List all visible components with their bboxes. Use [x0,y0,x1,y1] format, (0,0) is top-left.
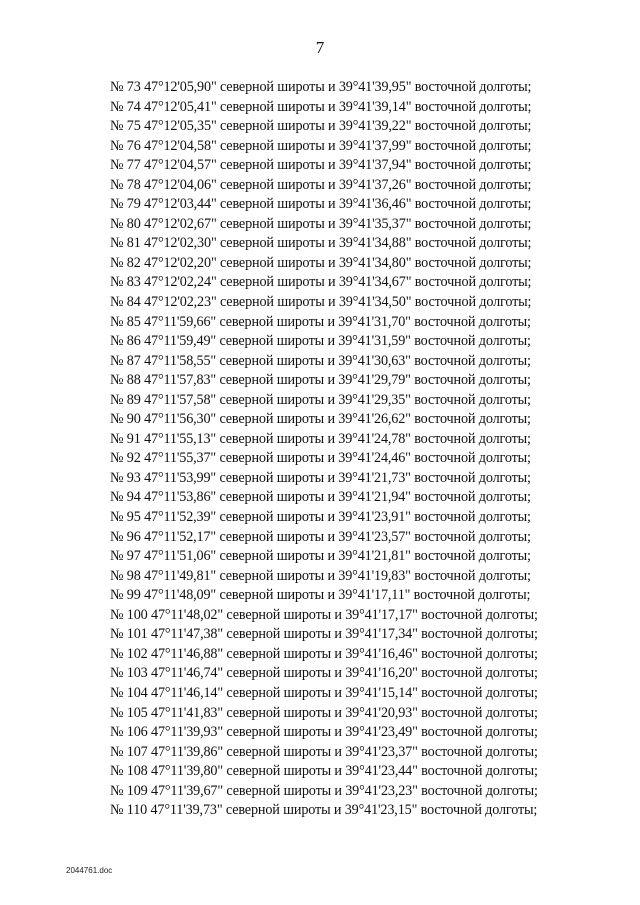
coordinate-line: № 76 47°12'04,58" северной широты и 39°41'37,99" восточной долготы; [110,137,532,154]
coordinate-line: № 82 47°12'02,20" северной широты и 39°41'34,80" восточной долготы; [110,254,532,271]
coordinate-line: № 89 47°11'57,58" северной широты и 39°41'29,35" восточной долготы; [110,391,531,408]
coordinate-line: № 105 47°11'41,83" северной широты и 39°41'20,93" восточной долготы; [110,704,538,721]
coordinate-line: № 90 47°11'56,30" северной широты и 39°41'26,62" восточной долготы; [110,411,531,428]
coordinate-line: № 98 47°11'49,81" северной широты и 39°41'19,83" восточной долготы; [110,567,531,584]
coordinate-line: № 101 47°11'47,38" северной широты и 39°41'17,34" восточной долготы; [110,626,538,643]
footer-file-name: 2044761.doc [66,866,113,875]
coordinate-line: № 91 47°11'55,13" северной широты и 39°41'24,78" восточной долготы; [110,430,531,447]
coordinate-line: № 92 47°11'55,37" северной широты и 39°41'24,46" восточной долготы; [110,450,531,467]
page-number: 7 [315,38,325,57]
coordinate-line: № 73 47°12'05,90" северной широты и 39°41'39,95" восточной долготы; [110,79,532,95]
coordinate-line: № 103 47°11'46,74" северной широты и 39°41'16,20" восточной долготы; [110,665,538,682]
coordinate-line: № 106 47°11'39,93" северной широты и 39°41'23,49" восточной долготы; [110,724,538,741]
coordinate-line: № 78 47°12'04,06" северной широты и 39°41'37,26" восточной долготы; [110,176,532,193]
coordinate-line: № 75 47°12'05,35" северной широты и 39°41'39,22" восточной долготы; [110,118,532,135]
coordinate-line: № 102 47°11'46,88" северной широты и 39°41'16,46" восточной долготы; [110,645,538,662]
coordinate-line: № 80 47°12'02,67" северной широты и 39°41'35,37" восточной долготы; [110,215,532,232]
coordinate-line: № 79 47°12'03,44" северной широты и 39°41'36,46" восточной долготы; [110,196,532,213]
coordinate-line: № 86 47°11'59,49" северной широты и 39°41'31,59" восточной долготы; [110,333,531,350]
coordinate-line: № 93 47°11'53,99" северной широты и 39°41'21,73" восточной долготы; [110,469,531,486]
coordinate-line: № 88 47°11'57,83" северной широты и 39°41'29,79" восточной долготы; [110,372,531,389]
coordinate-line: № 77 47°12'04,57" северной широты и 39°41'37,94" восточной долготы; [110,157,532,174]
coordinate-line: № 109 47°11'39,67" северной широты и 39°41'23,23" восточной долготы; [110,782,538,799]
coordinate-line: № 104 47°11'46,14" северной широты и 39°41'15,14" восточной долготы; [110,684,538,701]
coordinate-line: № 107 47°11'39,86" северной широты и 39°41'23,37" восточной долготы; [110,743,538,760]
coordinate-line: № 99 47°11'48,09" северной широты и 39°41'17,11" восточной долготы; [110,587,531,604]
coordinate-line: № 97 47°11'51,06" северной широты и 39°41'21,81" восточной долготы; [110,548,531,565]
coordinate-line: № 83 47°12'02,24" северной широты и 39°41'34,67" восточной долготы; [110,274,532,291]
coordinate-line: № 84 47°12'02,23" северной широты и 39°41'34,50" восточной долготы; [110,294,532,311]
coordinate-line: № 108 47°11'39,80" северной широты и 39°41'23,44" восточной долготы; [110,763,538,780]
coordinate-line: № 85 47°11'59,66" северной широты и 39°41'31,70" восточной долготы; [110,313,531,330]
coordinate-line: № 74 47°12'05,41" северной широты и 39°41'39,14" восточной долготы; [110,98,532,115]
coordinate-line: № 110 47°11'39,73" северной широты и 39°41'23,15" восточной долготы; [110,802,538,819]
coordinate-line: № 94 47°11'53,86" северной широты и 39°41'21,94" восточной долготы; [110,489,531,506]
coordinate-line: № 100 47°11'48,02" северной широты и 39°41'17,17" восточной долготы; [110,606,538,623]
coordinate-line: № 81 47°12'02,30" северной широты и 39°41'34,88" восточной долготы; [110,235,532,252]
coordinate-line: № 96 47°11'52,17" северной широты и 39°41'23,57" восточной долготы; [110,528,531,545]
coordinate-line: № 87 47°11'58,55" северной широты и 39°41'30,63" восточной долготы; [110,352,531,369]
coordinate-list [110,78,570,821]
coordinate-line: № 95 47°11'52,39" северной широты и 39°41'23,91" восточной долготы; [110,509,531,526]
